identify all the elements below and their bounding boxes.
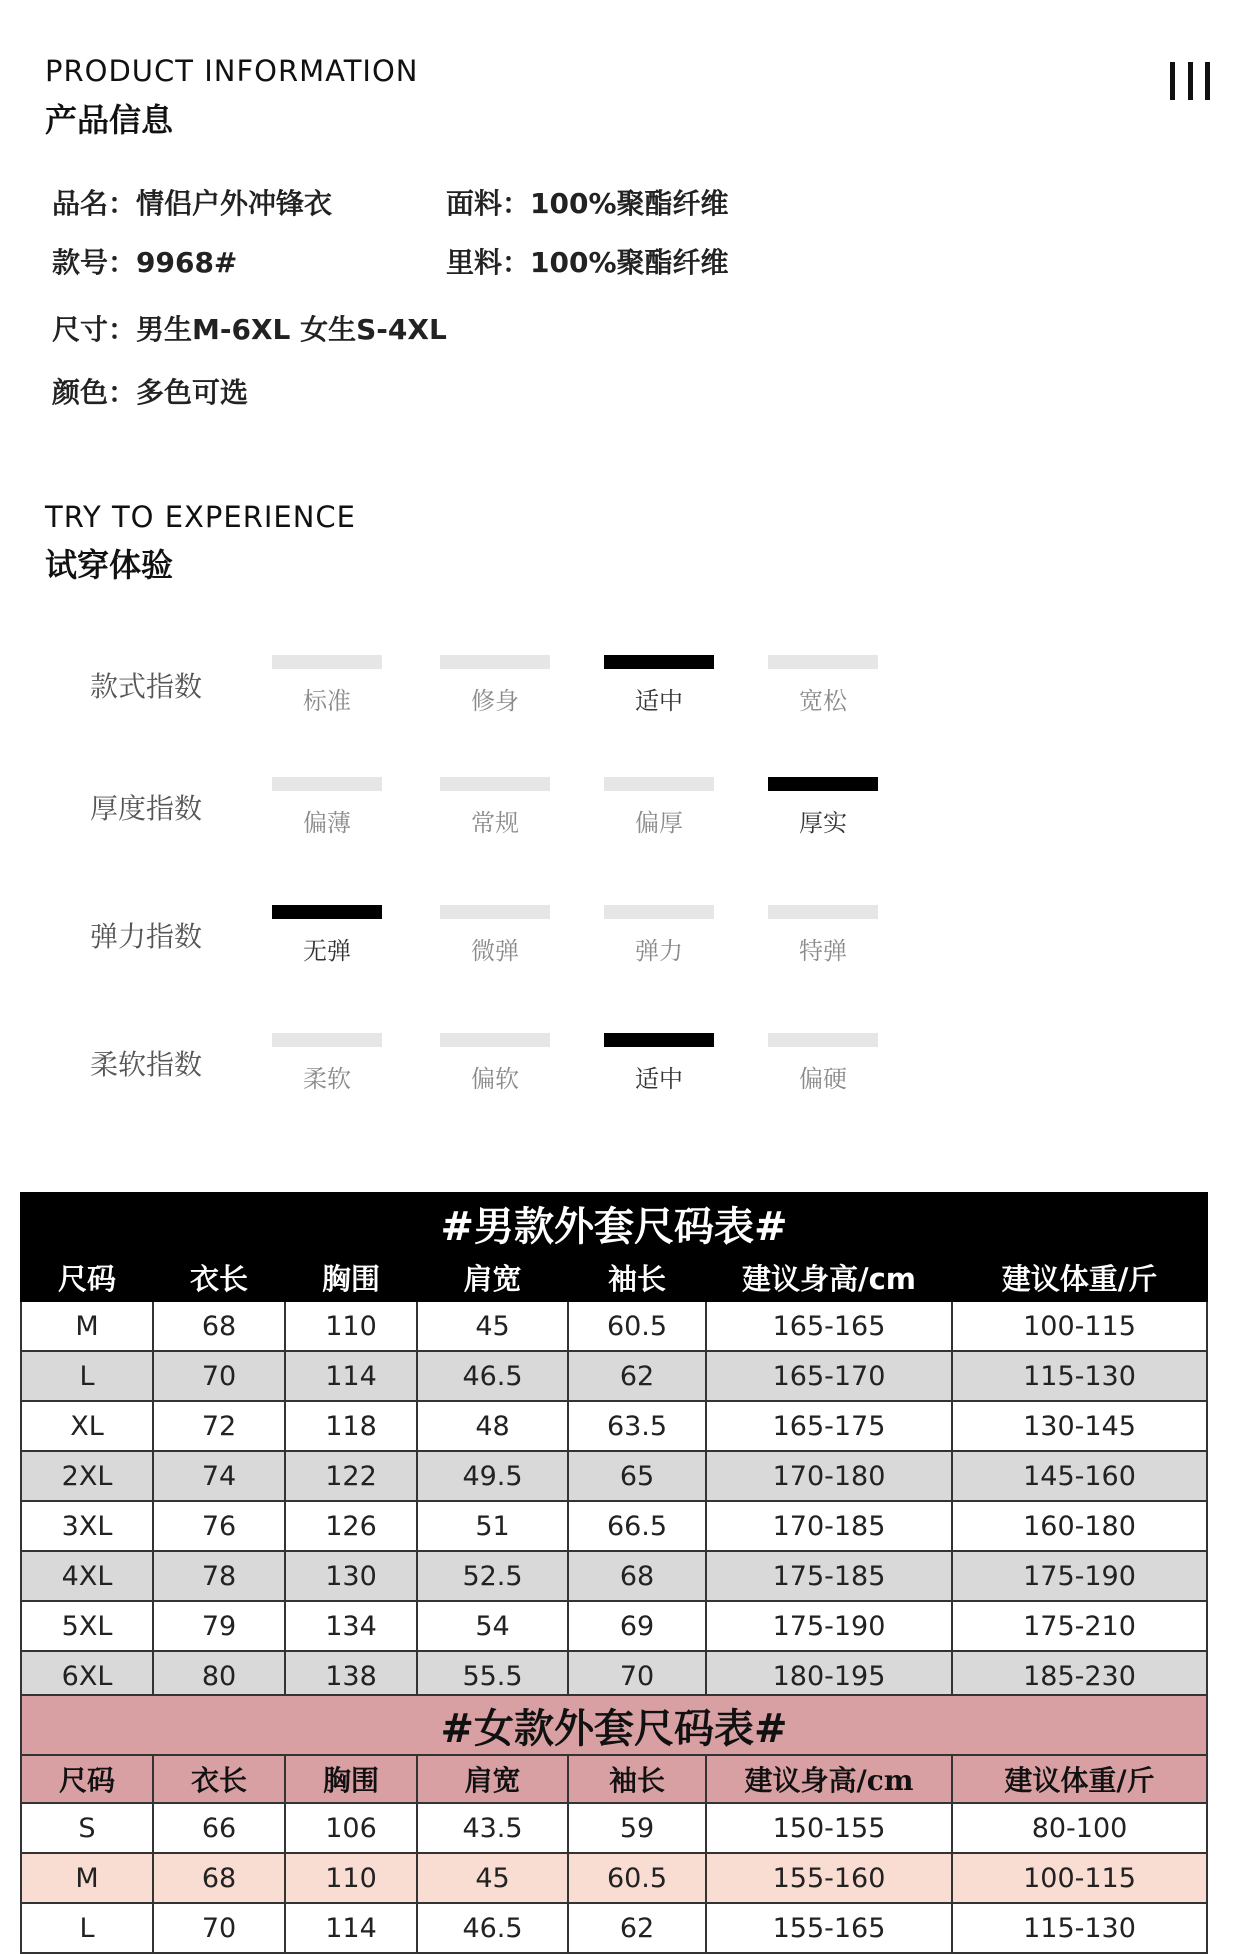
men-table-title: #男款外套尺码表# — [21, 1193, 1207, 1253]
table-cell: 62 — [568, 1351, 706, 1401]
column-header: 胸围 — [285, 1253, 417, 1301]
index-option-label: 常规 — [471, 809, 519, 837]
table-cell: 45 — [417, 1853, 568, 1903]
index-option-label: 微弹 — [471, 937, 519, 965]
table-row — [21, 1601, 1207, 1651]
table-cell: L — [21, 1903, 153, 1953]
index-label: 款式指数 — [90, 670, 203, 703]
table-cell: 170-180 — [706, 1451, 952, 1501]
table-cell: 68 — [153, 1301, 285, 1351]
table-cell: 52.5 — [417, 1551, 568, 1601]
table-cell: 69 — [568, 1601, 706, 1651]
table-row — [21, 1853, 1207, 1903]
table-cell: 4XL — [21, 1551, 153, 1601]
index-bar — [440, 1033, 550, 1047]
table-cell: 68 — [568, 1551, 706, 1601]
table-cell: 134 — [285, 1601, 417, 1651]
table-cell: 165-170 — [706, 1351, 952, 1401]
index-option — [272, 905, 382, 966]
index-option-label: 适中 — [635, 687, 683, 715]
table-cell: 115-130 — [952, 1351, 1207, 1401]
column-header: 衣长 — [153, 1755, 285, 1803]
table-cell: 155-160 — [706, 1853, 952, 1903]
table-cell: 55.5 — [417, 1651, 568, 1701]
index-bar-selected — [604, 1033, 714, 1047]
index-option-label: 适中 — [635, 1065, 683, 1093]
index-option-label: 修身 — [471, 687, 519, 715]
table-cell: 114 — [285, 1903, 417, 1953]
women-table-header — [21, 1755, 1207, 1803]
index-option — [768, 1033, 878, 1094]
table-cell: 170-185 — [706, 1501, 952, 1551]
index-option — [272, 1033, 382, 1094]
experience-en-title: TRY TO EXPERIENCE — [45, 500, 356, 534]
table-cell: 185-230 — [952, 1651, 1207, 1701]
table-cell: 76 — [153, 1501, 285, 1551]
table-cell: 51 — [417, 1501, 568, 1551]
index-option — [768, 655, 878, 716]
table-cell: 79 — [153, 1601, 285, 1651]
index-option — [272, 777, 382, 838]
column-header: 衣长 — [153, 1253, 285, 1301]
index-option-label: 特弹 — [799, 937, 847, 965]
index-bar — [440, 655, 550, 669]
table-row — [21, 1803, 1207, 1853]
table-cell: 130-145 — [952, 1401, 1207, 1451]
column-header: 袖长 — [568, 1253, 706, 1301]
table-cell: 65 — [568, 1451, 706, 1501]
table-cell: 45 — [417, 1301, 568, 1351]
index-bar — [272, 777, 382, 791]
table-cell: 66.5 — [568, 1501, 706, 1551]
table-cell: 5XL — [21, 1601, 153, 1651]
index-option-label: 偏厚 — [635, 809, 683, 837]
experience-cn-title: 试穿体验 — [45, 546, 174, 584]
index-label: 厚度指数 — [90, 792, 203, 825]
table-cell: 49.5 — [417, 1451, 568, 1501]
index-bar — [604, 777, 714, 791]
table-cell: 138 — [285, 1651, 417, 1701]
table-cell: 165-175 — [706, 1401, 952, 1451]
index-label: 柔软指数 — [90, 1048, 203, 1081]
table-cell: 43.5 — [417, 1803, 568, 1853]
product-size: 尺寸：男生M-6XL 女生S-4XL — [52, 313, 447, 346]
table-cell: 180-195 — [706, 1651, 952, 1701]
table-cell: 63.5 — [568, 1401, 706, 1451]
women-table-title: #女款外套尺码表# — [21, 1695, 1207, 1755]
table-cell: 145-160 — [952, 1451, 1207, 1501]
table-cell: 6XL — [21, 1651, 153, 1701]
table-cell: 150-155 — [706, 1803, 952, 1853]
index-option — [768, 905, 878, 966]
index-bar — [768, 905, 878, 919]
table-cell: 78 — [153, 1551, 285, 1601]
table-cell: 66 — [153, 1803, 285, 1853]
index-option-label: 偏硬 — [799, 1065, 847, 1093]
index-option — [440, 1033, 550, 1094]
table-cell: 70 — [153, 1351, 285, 1401]
index-bar — [272, 1033, 382, 1047]
table-cell: 175-210 — [952, 1601, 1207, 1651]
table-cell: 72 — [153, 1401, 285, 1451]
index-bar — [440, 905, 550, 919]
table-cell: 106 — [285, 1803, 417, 1853]
table-cell: 126 — [285, 1501, 417, 1551]
table-cell: M — [21, 1853, 153, 1903]
table-row — [21, 1903, 1207, 1953]
table-cell: 122 — [285, 1451, 417, 1501]
index-bar — [440, 777, 550, 791]
index-option-label: 厚实 — [799, 809, 847, 837]
index-option — [440, 655, 550, 716]
table-row — [21, 1501, 1207, 1551]
table-cell: 175-190 — [706, 1601, 952, 1651]
column-header: 建议身高/cm — [706, 1253, 952, 1301]
column-header: 建议身高/cm — [706, 1755, 952, 1803]
table-row — [21, 1351, 1207, 1401]
column-header: 建议体重/斤 — [952, 1755, 1207, 1803]
table-cell: 70 — [153, 1903, 285, 1953]
table-row — [21, 1301, 1207, 1351]
index-bar-selected — [604, 655, 714, 669]
column-header: 袖长 — [568, 1755, 706, 1803]
column-header: 胸围 — [285, 1755, 417, 1803]
index-option-label: 偏薄 — [303, 809, 351, 837]
table-cell: XL — [21, 1401, 153, 1451]
table-cell: 100-115 — [952, 1301, 1207, 1351]
table-cell: 54 — [417, 1601, 568, 1651]
index-bar — [768, 1033, 878, 1047]
table-cell: 80-100 — [952, 1803, 1207, 1853]
table-row — [21, 1551, 1207, 1601]
table-cell: 165-165 — [706, 1301, 952, 1351]
table-cell: 60.5 — [568, 1853, 706, 1903]
index-option-label: 偏软 — [471, 1065, 519, 1093]
men-size-table — [20, 1192, 1208, 1702]
table-cell: 60.5 — [568, 1301, 706, 1351]
index-option — [272, 655, 382, 716]
table-row — [21, 1451, 1207, 1501]
table-cell: S — [21, 1803, 153, 1853]
index-bar-selected — [768, 777, 878, 791]
index-option-label: 柔软 — [303, 1065, 351, 1093]
table-cell: L — [21, 1351, 153, 1401]
table-cell: M — [21, 1301, 153, 1351]
column-header: 肩宽 — [417, 1253, 568, 1301]
product-fabric: 面料：100%聚酯纤维 — [446, 187, 729, 220]
product-en-title: PRODUCT INFORMATION — [45, 54, 419, 88]
table-cell: 110 — [285, 1853, 417, 1903]
product-name: 品名：情侣户外冲锋衣 — [52, 187, 333, 220]
index-option-label: 弹力 — [635, 937, 683, 965]
product-cn-title: 产品信息 — [45, 101, 174, 139]
column-header: 建议体重/斤 — [952, 1253, 1207, 1301]
table-cell: 80 — [153, 1651, 285, 1701]
product-color: 颜色：多色可选 — [52, 376, 249, 409]
table-cell: 2XL — [21, 1451, 153, 1501]
product-lining: 里料：100%聚酯纤维 — [446, 246, 729, 279]
table-cell: 175-185 — [706, 1551, 952, 1601]
table-cell: 46.5 — [417, 1903, 568, 1953]
index-bar — [272, 655, 382, 669]
index-option — [604, 905, 714, 966]
index-option-label: 无弹 — [303, 937, 351, 965]
index-label: 弹力指数 — [90, 920, 203, 953]
index-option — [604, 777, 714, 838]
index-option — [440, 905, 550, 966]
table-row — [21, 1401, 1207, 1451]
product-style-no: 款号：9968# — [52, 246, 238, 279]
table-cell: 160-180 — [952, 1501, 1207, 1551]
table-cell: 118 — [285, 1401, 417, 1451]
table-cell: 3XL — [21, 1501, 153, 1551]
index-option-label: 标准 — [303, 687, 351, 715]
index-option — [604, 1033, 714, 1094]
menu-icon[interactable] — [1170, 62, 1210, 100]
index-bar — [768, 655, 878, 669]
table-cell: 175-190 — [952, 1551, 1207, 1601]
table-cell: 48 — [417, 1401, 568, 1451]
index-option — [604, 655, 714, 716]
table-cell: 100-115 — [952, 1853, 1207, 1903]
index-bar-selected — [272, 905, 382, 919]
women-size-table — [20, 1694, 1208, 1954]
index-option-label: 宽松 — [799, 687, 847, 715]
men-table-header — [21, 1253, 1207, 1301]
table-cell: 46.5 — [417, 1351, 568, 1401]
index-option — [768, 777, 878, 838]
column-header: 尺码 — [21, 1253, 153, 1301]
column-header: 尺码 — [21, 1755, 153, 1803]
column-header: 肩宽 — [417, 1755, 568, 1803]
table-cell: 74 — [153, 1451, 285, 1501]
table-cell: 115-130 — [952, 1903, 1207, 1953]
index-bar — [604, 905, 714, 919]
table-cell: 59 — [568, 1803, 706, 1853]
table-cell: 155-165 — [706, 1903, 952, 1953]
table-cell: 130 — [285, 1551, 417, 1601]
table-cell: 62 — [568, 1903, 706, 1953]
table-cell: 114 — [285, 1351, 417, 1401]
index-option — [440, 777, 550, 838]
table-cell: 70 — [568, 1651, 706, 1701]
table-cell: 110 — [285, 1301, 417, 1351]
table-cell: 68 — [153, 1853, 285, 1903]
